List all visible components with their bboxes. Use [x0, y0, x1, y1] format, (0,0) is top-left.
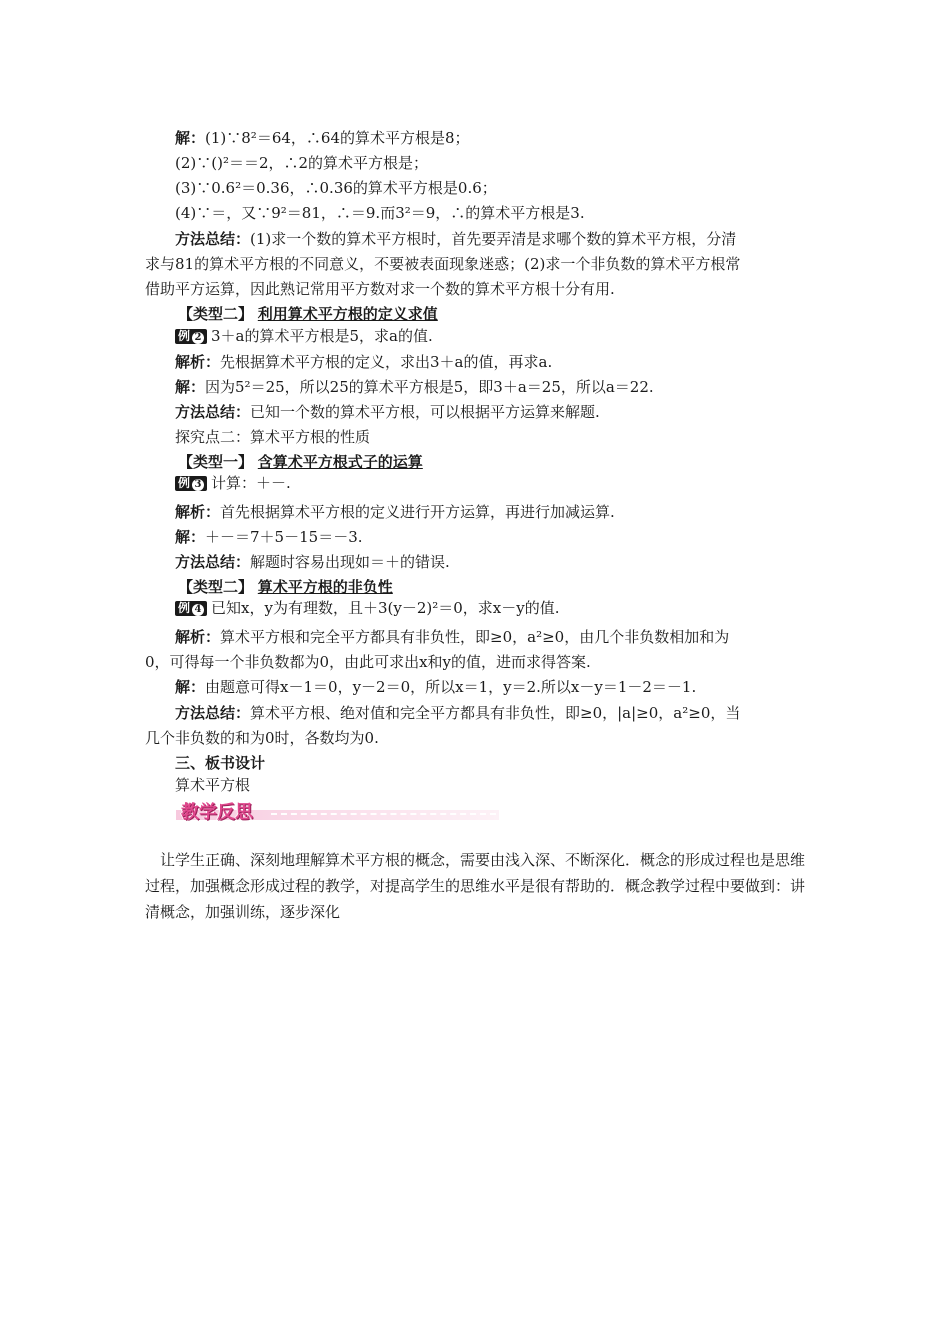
method-summary-text: 解题时容易出现如＝＋的错误. [250, 553, 450, 571]
section-heading-board-design: 三、板书设计 [175, 754, 266, 772]
type-tag: 【类型二】 [178, 305, 254, 323]
solution-3 [175, 527, 840, 547]
solution-text: 因为5²＝25，所以25的算术平方根是5，即3＋a＝25，所以a＝22. [205, 378, 654, 396]
method-summary-4-line-2: 几个非负数的和为0时，各数均为0. [145, 729, 379, 747]
method-summary-text: (1)求一个数的算术平方根时，首先要弄清是求哪个数的算术平方根，分清 [250, 230, 737, 248]
reflection-banner [176, 798, 499, 822]
method-summary-text: 算术平方根、绝对值和完全平方都具有非负性，即≥0，|a|≥0，a²≥0，当 [250, 704, 741, 722]
example-4 [175, 598, 840, 618]
method-summary-3 [175, 552, 840, 572]
example-text: 已知x，y为有理数，且＋3(y－2)²＝0，求x－y的值. [211, 599, 560, 617]
solution-1-line-1 [175, 128, 840, 148]
solution-text: 由题意可得x－1＝0，y－2＝0，所以x＝1，y＝2.所以x－y＝1－2＝－1. [205, 678, 697, 696]
solution-label: 解： [175, 528, 206, 546]
type-title: 利用算术平方根的定义求值 [257, 305, 438, 323]
example-badge: 例 2 [175, 329, 207, 344]
analysis-2 [175, 352, 840, 372]
example-2 [175, 326, 840, 346]
solution-1-line-4: (4)∵＝，又∵9²＝81，∴＝9.而3²＝9，∴的算术平方根是3. [175, 204, 585, 222]
example-text: 3＋a的算术平方根是5，求a的值. [211, 327, 433, 345]
method-summary-text: 已知一个数的算术平方根，可以根据平方运算来解题. [250, 403, 600, 421]
method-summary-label: 方法总结： [175, 403, 251, 421]
analysis-label: 解析： [175, 353, 221, 371]
method-summary-label: 方法总结： [175, 230, 251, 248]
type-tag: 【类型一】 [178, 453, 254, 471]
example-badge: 例 3 [175, 476, 207, 491]
analysis-4-line-1 [175, 627, 840, 647]
type-tag: 【类型二】 [178, 578, 254, 596]
example-text: 计算：＋－. [211, 474, 291, 492]
type-heading-4 [178, 577, 843, 597]
method-summary-label: 方法总结： [175, 553, 251, 571]
method-summary-label: 方法总结： [175, 704, 251, 722]
example-badge: 例 4 [175, 601, 207, 616]
type-title: 含算术平方根式子的运算 [257, 453, 423, 471]
banner-dashes [271, 813, 496, 815]
method-summary-2 [175, 402, 840, 422]
solution-4 [175, 677, 840, 697]
type-heading-2 [178, 304, 843, 324]
type-heading-3 [178, 452, 843, 472]
analysis-text: 先根据算术平方根的定义，求出3＋a的值，再求a. [220, 353, 553, 371]
example-3 [175, 473, 840, 493]
analysis-3 [175, 502, 840, 522]
method-summary-1-line-3: 借助平方运算，因此熟记常用平方数对求一个数的算术平方根十分有用. [145, 280, 615, 298]
solution-1-line-2: (2)∵()²＝＝2，∴2的算术平方根是； [175, 154, 429, 172]
type-title: 算术平方根的非负性 [257, 578, 393, 596]
solution-label: 解： [175, 378, 206, 396]
analysis-text: 首先根据算术平方根的定义进行开方运算，再进行加减运算. [220, 503, 615, 521]
solution-1-line-3: (3)∵0.6²＝0.36，∴0.36的算术平方根是0.6； [175, 179, 497, 197]
solution-label: 解： [175, 129, 206, 147]
analysis-4-line-2: 0，可得每一个非负数都为0，由此可求出x和y的值，进而求得答案. [145, 653, 591, 671]
explore-point-2: 探究点二：算术平方根的性质 [175, 428, 371, 446]
method-summary-1-line-1 [175, 229, 840, 249]
reflection-title: 教学反思 [181, 802, 253, 823]
analysis-label: 解析： [175, 503, 221, 521]
analysis-text: 算术平方根和完全平方都具有非负性，即≥0，a²≥0，由几个非负数相加和为 [220, 628, 730, 646]
analysis-label: 解析： [175, 628, 221, 646]
solution-2 [175, 377, 840, 397]
board-content: 算术平方根 [175, 776, 251, 794]
solution-text: ＋－＝7＋5－15＝－3. [205, 528, 363, 546]
solution-label: 解： [175, 678, 206, 696]
solution-text: (1)∵8²＝64，∴64的算术平方根是8； [205, 129, 470, 147]
reflection-paragraph: 让学生正确、深刻地理解算术平方根的概念，需要由浅入深、不断深化．概念的形成过程也是思维过程，加强概念形成过程的教学，对提高学生的思维水平是很有帮助的．概念教学过程中要做到：讲清概念，加强训练，逐步深化 [145, 851, 806, 921]
method-summary-4-line-1 [175, 703, 840, 723]
method-summary-1-line-2: 求与81的算术平方根的不同意义，不要被表面现象迷惑；(2)求一个非负数的算术平方根常 [145, 255, 741, 273]
